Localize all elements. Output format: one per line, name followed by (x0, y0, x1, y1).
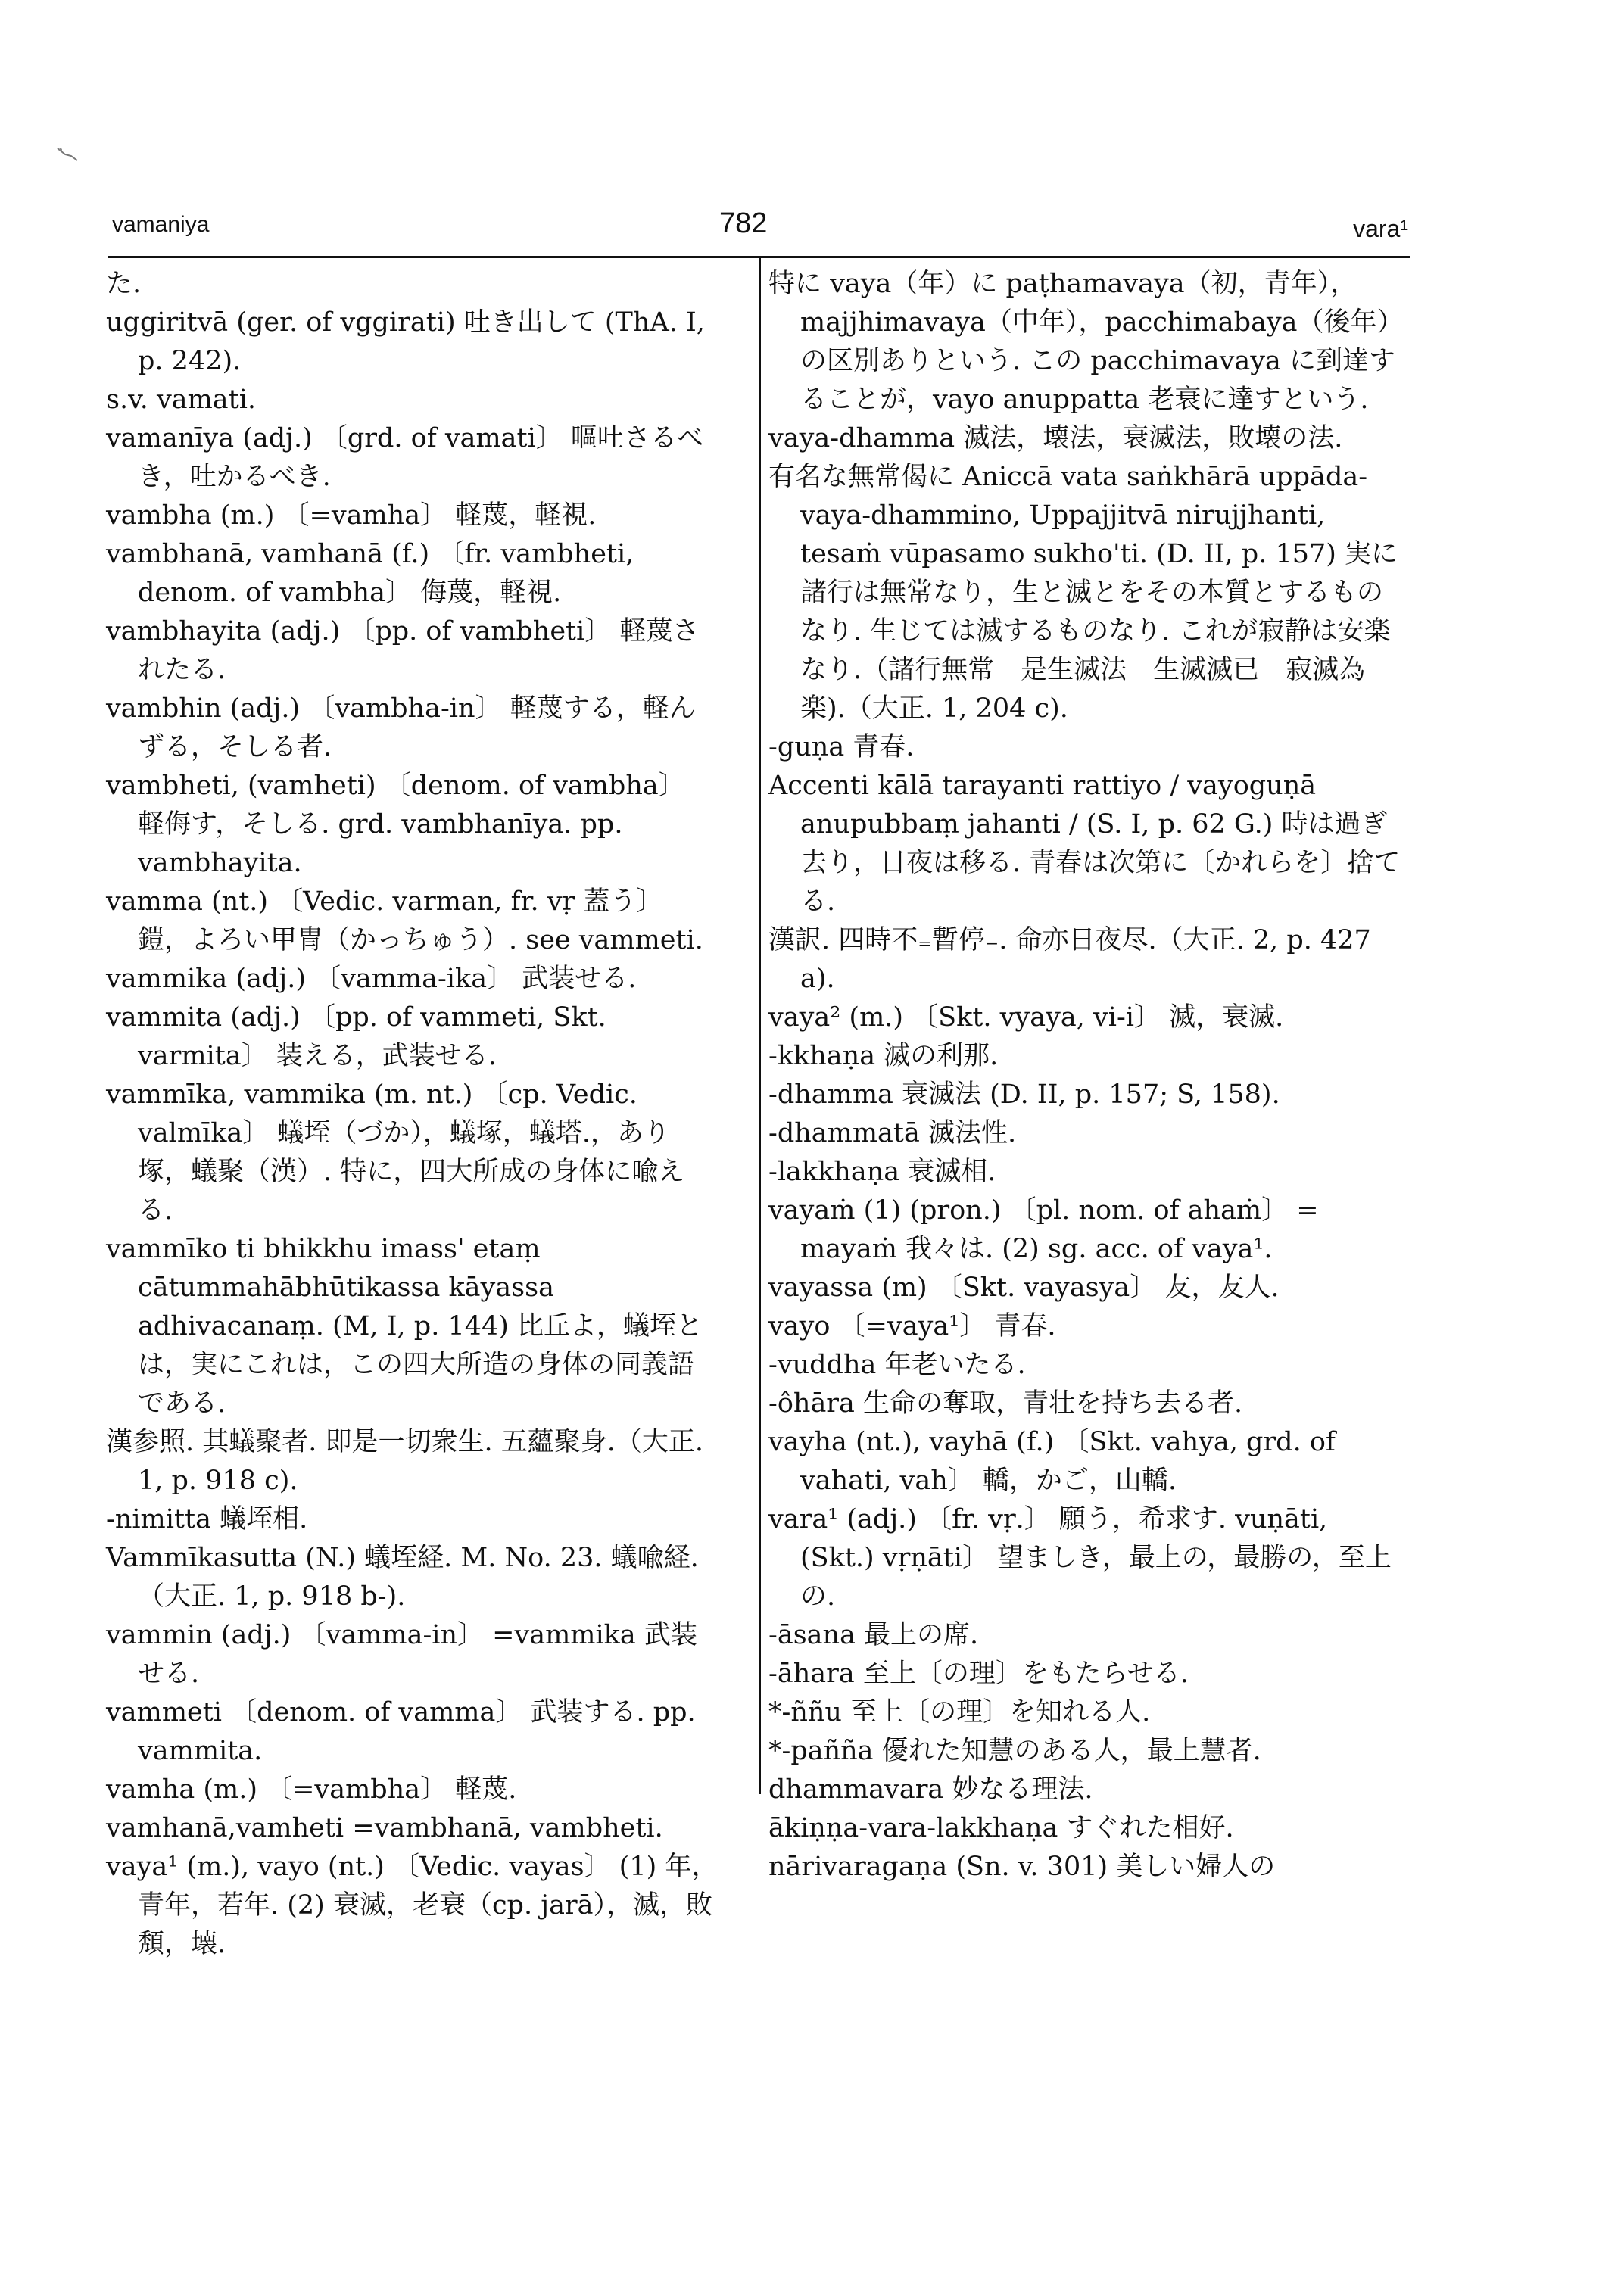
guide-word-left: vamaniya (112, 212, 210, 237)
entry-subitem: uggiritvā (ger. of vggirati) 吐き出して (ThA. I, p. 242). (106, 307, 705, 376)
dictionary-entry: vamanīya (adj.) 〔grd. of vamati〕 嘔吐さるべき，吐かるべき. (106, 423, 703, 492)
page-header (106, 207, 1408, 250)
entry-subitem: nārivaragaṇa (Sn. v. 301) 美しい婦人の (768, 1852, 1276, 1882)
dictionary-entry: vamhanā,vamheti =vambhanā, vambheti. (106, 1813, 663, 1843)
entry-subitem: 漢訳. 四時不₌暫停₋. 命亦日夜尽.（大正. 2, p. 427 a). (768, 925, 1371, 994)
entry-subitem: s.v. vamati. (106, 385, 257, 415)
guide-word-right: vara¹ (1353, 215, 1408, 242)
scan-smudge (55, 144, 85, 167)
dictionary-entry: vambheti, (vamheti) 〔denom. of vambha〕 軽侮す，そしる. grd. vambhanīya. pp. vambhayita. (106, 771, 685, 878)
dictionary-entry: vambha (m.) 〔=vamha〕 軽蔑，軽視. (106, 500, 597, 531)
left-column (106, 265, 719, 1964)
dictionary-entry: vara¹ (adj.) 〔fr. vṛ.〕 願う，希求す. vuṇāti, (Skt.) vṛṇāti〕 望ましき，最上の，最勝の，至上の. (768, 1504, 1392, 1612)
right-column (768, 265, 1404, 1886)
dictionary-entry: vammīka, vammika (m. nt.) 〔cp. Vedic. valmīka〕 蟻垤（づか），蟻塚，蟻塔.，あり塚，蟻聚（漢）. 特に，四大所成の身体に喩える. (106, 1080, 685, 1226)
entry-subitem: 特に vaya（年）に paṭhamavaya（初，青年），majjhimavaya（中年），pacchimabaya（後年）の区別ありという. この pacchimavaya に到達することが，vayo anuppatta 老衰に達すという. (768, 269, 1404, 415)
dictionary-entry: vayo 〔=vaya¹〕 青春. (768, 1311, 1056, 1341)
entry-subitem: *-ññu 至上〔の理〕を知れる人. (768, 1697, 1151, 1728)
dictionary-entry: vaya¹ (m.), vayo (nt.) 〔Vedic. vayas〕 (1) 年，青年，若年. (2) 衰滅，老衰（cp. jarā），滅，敗頽，壊. (106, 1852, 718, 1959)
entry-subitem: dhammavara 妙なる理法. (768, 1774, 1093, 1805)
dictionary-entry: vayha (nt.), vayhā (f.) 〔Skt. vahya, grd. of vahati, vah〕 轎，かご，山轎. (768, 1427, 1336, 1496)
dictionary-entry: vammin (adj.) 〔vamma-in〕 =vammika 武装せる. (106, 1620, 697, 1689)
page-number: 782 (719, 207, 768, 239)
entry-subitem: *-pañña 優れた知慧のある人，最上慧者. (768, 1736, 1261, 1766)
dictionary-entry: vambhayita (adj.) 〔pp. of vambheti〕 軽蔑されたる. (106, 616, 700, 685)
entry-subitem: -dhamma 衰滅法 (D. II, p. 157; S, 158). (768, 1080, 1280, 1110)
dictionary-entry: vammika (adj.) 〔vamma-ika〕 武装せる. (106, 964, 637, 994)
dictionary-entry: vambhin (adj.) 〔vambha-in〕 軽蔑する，軽んずる，そしる者. (106, 693, 696, 762)
dictionary-entry: vammeti 〔denom. of vamma〕 武装する. pp. vammita. (106, 1697, 696, 1766)
entry-subitem: -lakkhaṇa 衰滅相. (768, 1157, 996, 1187)
entry-subitem: -ôhāra 生命の奪取，青壮を持ち去る者. (768, 1388, 1243, 1419)
entry-subitem: -guṇa 青春. (768, 732, 915, 762)
entry-subitem: Accenti kālā tarayanti rattiyo / vayoguṇā anupubbaṃ jahanti / (S. I, p. 62 G.) 時は過ぎ去り，日夜は移る. 青春は次第に〔かれらを〕捨てる. (768, 771, 1401, 917)
entry-subitem: 漢参照. 其蟻聚者. 即是一切衆生. 五蘊聚身.（大正. 1, p. 918 c). (106, 1427, 704, 1496)
entry-subitem: -āhara 至上〔の理〕をもたらせる. (768, 1659, 1189, 1689)
column-divider (759, 257, 761, 1794)
entry-subitem: 有名な無常偈に Aniccā vata saṅkhārā uppāda-vaya-dhammino, Uppajjitvā nirujjhanti, tesaṁ vūpasamo sukho'ti. (D. II, p. 157) 実に諸行は無常なり，生と滅とをその本質とするものなり. 生じては滅するものなり. これが寂静は安楽なり.（諸行無常 是生滅法 生滅滅已 寂滅為楽).（大正. 1, 204 c). (768, 462, 1398, 724)
dictionary-entry: vaya² (m.) 〔Skt. vyaya, vi-i〕 滅，衰滅. (768, 1002, 1284, 1033)
dictionary-entry: vayassa (m) 〔Skt. vayasya〕 友，友人. (768, 1273, 1280, 1303)
dictionary-entry: vamma (nt.) 〔Vedic. varman, fr. vṛ 蓋う〕 鎧，よろい甲冑（かっちゅう）. see vammeti. (106, 886, 703, 955)
entry-subitem: -nimitta 蟻垤相. (106, 1504, 308, 1534)
entry-subitem: -kkhaṇa 滅の利那. (768, 1041, 999, 1071)
entry-subitem: vammīko ti bhikkhu imass' etaṃ cātummahābhūtikassa kāyassa adhivacanaṃ. (M, I, p. 144) 比丘よ，蟻垤とは，実にこれは，この四大所造の身体の同義語である. (106, 1234, 703, 1419)
dictionary-entry: Vammīkasutta (N.) 蟻垤経. M. No. 23. 蟻喩経.（大正. 1, p. 918 b-). (106, 1543, 699, 1612)
entry-subitem: ākiṇṇa-vara-lakkhaṇa すぐれた相好. (768, 1813, 1234, 1843)
entry-subitem: -vuddha 年老いたる. (768, 1350, 1026, 1380)
dictionary-entry: vayaṁ (1) (pron.) 〔pl. nom. of ahaṁ〕 = mayaṁ 我々は. (2) sg. acc. of vaya¹. (768, 1195, 1319, 1264)
entry-subitem: た. (106, 269, 142, 299)
entry-subitem: vaya-dhamma 滅法，壊法，衰滅法，敗壊の法. (768, 423, 1343, 453)
entry-subitem: -āsana 最上の席. (768, 1620, 979, 1650)
dictionary-entry: vammita (adj.) 〔pp. of vammeti, Skt. varmita〕 装える，武装せる. (106, 1002, 606, 1071)
entry-subitem: -dhammatā 滅法性. (768, 1118, 1017, 1148)
dictionary-entry: vamha (m.) 〔=vambha〕 軽蔑. (106, 1774, 517, 1805)
dictionary-entry: vambhanā, vamhanā (f.) 〔fr. vambheti, denom. of vambha〕 侮蔑，軽視. (106, 539, 634, 608)
